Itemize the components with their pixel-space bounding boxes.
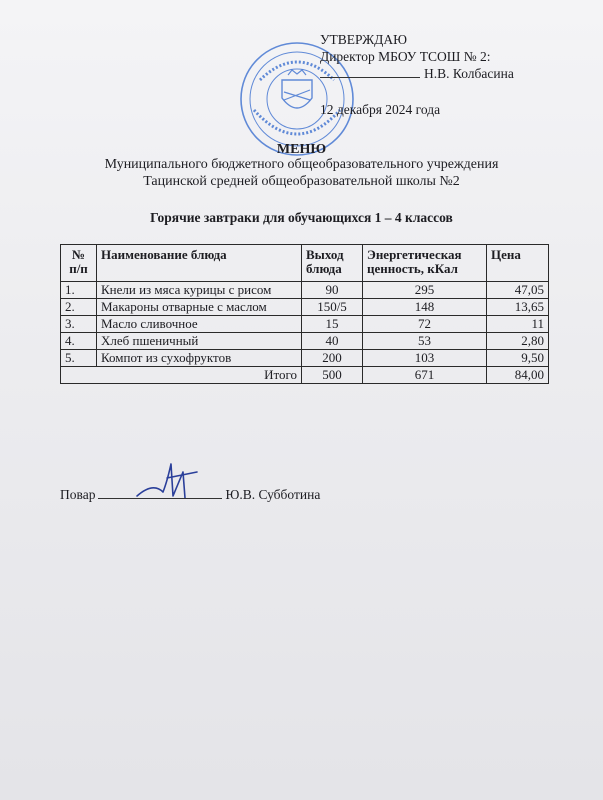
row-dish-name: Кнели из мяса курицы с рисом	[97, 282, 302, 299]
row-dish-name: Макароны отварные с маслом	[97, 299, 302, 316]
total-yield: 500	[302, 367, 363, 384]
row-yield: 200	[302, 350, 363, 367]
header-price: Цена	[487, 245, 549, 282]
header-num: № п/п	[61, 245, 97, 282]
table-row	[61, 350, 549, 367]
row-num: 5.	[61, 350, 97, 367]
approval-position: Директор МБОУ ТСОШ № 2:	[320, 49, 491, 64]
row-yield: 40	[302, 333, 363, 350]
header-energy: Энергетическая ценность, кКал	[363, 245, 487, 282]
document-title: МЕНЮ	[276, 142, 327, 157]
organization-line-2: Тацинской средней общеобразовательной школы №2	[143, 174, 460, 189]
table-header-row	[61, 245, 549, 282]
header-yield: Выход блюда	[302, 245, 363, 282]
approval-date: 12 декабря 2024 года	[320, 102, 441, 117]
approval-block	[320, 31, 514, 118]
table-row	[61, 333, 549, 350]
total-price: 84,00	[487, 367, 549, 384]
row-price: 2,80	[487, 333, 549, 350]
row-price: 47,05	[487, 282, 549, 299]
row-yield: 90	[302, 282, 363, 299]
row-dish-name: Компот из сухофруктов	[97, 350, 302, 367]
row-num: 4.	[61, 333, 97, 350]
row-energy: 72	[363, 316, 487, 333]
cook-handwritten-signature	[133, 452, 205, 512]
row-price: 13,65	[487, 299, 549, 316]
total-energy: 671	[363, 367, 487, 384]
approval-signature-row	[320, 65, 514, 82]
row-dish-name: Хлеб пшеничный	[97, 333, 302, 350]
row-num: 3.	[61, 316, 97, 333]
table-row	[61, 316, 549, 333]
row-energy: 295	[363, 282, 487, 299]
table-total-row	[61, 367, 549, 384]
header-name: Наименование блюда	[97, 245, 302, 282]
cook-signature-line	[98, 486, 222, 499]
row-price: 11	[487, 316, 549, 333]
row-energy: 148	[363, 299, 487, 316]
row-yield: 150/5	[302, 299, 363, 316]
organization-line-1: Муниципального бюджетного общеобразовательного учреждения	[104, 157, 499, 172]
menu-table	[60, 244, 549, 384]
row-yield: 15	[302, 316, 363, 333]
row-energy: 53	[363, 333, 487, 350]
table-row	[61, 299, 549, 316]
approval-title: УТВЕРЖДАЮ	[320, 32, 408, 47]
table-row	[61, 282, 549, 299]
row-num: 1.	[61, 282, 97, 299]
total-label: Итого	[61, 367, 302, 384]
cook-name: Ю.В. Субботина	[225, 487, 321, 502]
cook-signature-block	[60, 486, 320, 503]
row-num: 2.	[61, 299, 97, 316]
director-name: Н.В. Колбасина	[424, 66, 514, 81]
row-dish-name: Масло сливочное	[97, 316, 302, 333]
document-subtitle: Горячие завтраки для обучающихся 1 – 4 классов	[150, 210, 453, 225]
row-energy: 103	[363, 350, 487, 367]
signature-line	[320, 65, 420, 78]
cook-label: Повар	[60, 487, 96, 502]
row-price: 9,50	[487, 350, 549, 367]
